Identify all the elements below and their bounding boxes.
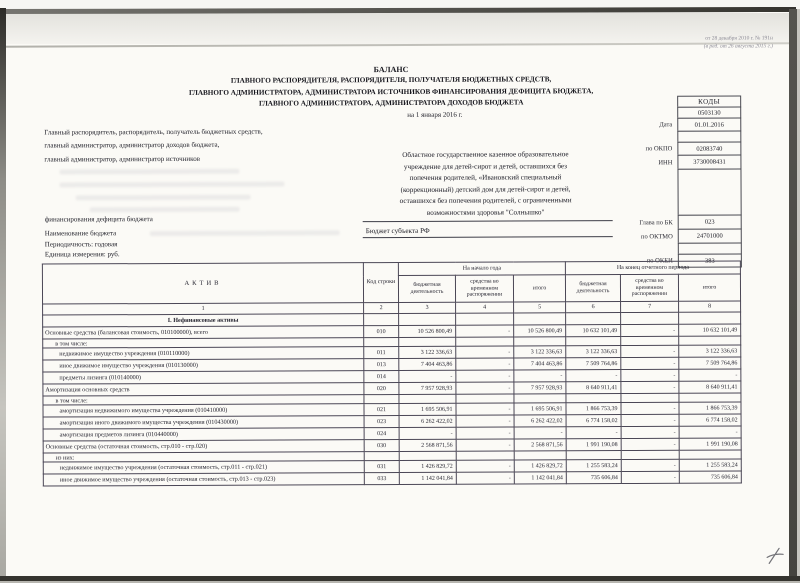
row-name: амортизация предметов лизинга (010440000) (43, 428, 364, 441)
col-number: 1 (43, 303, 364, 315)
codes-title-value: КОДЫ (698, 97, 721, 106)
title-block (41, 63, 741, 112)
row-value-6: 10 632 101,49 (566, 325, 621, 337)
row-value-3: 10 526 800,49 (399, 325, 456, 337)
col-header-end-0: бюджетная деятельность (565, 275, 620, 302)
form-subtitle-1: ГЛАВНОГО РАСПОРЯДИТЕЛЯ, РАСПОРЯДИТЕЛЯ, ПОЛУЧАТЕЛЯ БЮДЖЕТНЫХ СРЕДСТВ, (230, 75, 552, 85)
row-value-6: 1 991 190,08 (566, 439, 621, 451)
row-value-5 (514, 394, 566, 403)
date-code-value: 01.01.2016 (694, 121, 724, 129)
row-value-8: 3 122 336,63 (679, 345, 741, 357)
col-group-begin-year: На начало года (398, 262, 565, 276)
row-value-6: 6 774 158,02 (566, 415, 621, 427)
row-value-5 (514, 337, 566, 346)
row-code: 011 (364, 347, 399, 359)
institution-name-line: возможностями здоровья "Солнышко" (426, 208, 545, 217)
recipient-label-2: главный администратор, администратор доходов бюджета, (44, 140, 220, 150)
periodicity-label: Периодичность: годовая (44, 240, 118, 249)
recipient-label-1: Главный распорядитель, распорядитель, получатель бюджетных средств, (44, 127, 263, 137)
form-title: БАЛАНС (373, 64, 409, 75)
col-number: 5 (514, 302, 566, 313)
col-number: 7 (621, 301, 679, 312)
row-value-6: 7 509 764,86 (566, 358, 621, 370)
row-value-5: 2 568 871,56 (514, 439, 566, 451)
row-code (364, 338, 399, 347)
row-value-7: - (621, 345, 679, 357)
institution-name-line: оставшихся без попечения родителей, с ограниченными (399, 196, 572, 206)
oktmo-code-value: 24701000 (696, 232, 723, 240)
col-number: 8 (679, 301, 741, 312)
col-header-end-1: средства во временном распоряжении (620, 274, 678, 301)
row-value-8: 10 632 101,49 (679, 324, 741, 336)
institution-name-line: Областное государственное казенное образовательное (402, 150, 569, 159)
row-value-7: - (621, 426, 679, 438)
row-value-6 (566, 337, 621, 346)
row-value-8: 735 606,84 (679, 471, 741, 483)
row-value-5: 1 695 506,91 (514, 403, 566, 415)
institution-name-line: (коррекционный) детский дом для детей-сирот и детей, (400, 185, 571, 194)
row-value-3: 3 122 336,63 (399, 346, 456, 358)
inn-code-label: ИНН (658, 158, 673, 166)
row-value-8 (679, 393, 741, 402)
row-value-5: - (514, 370, 566, 382)
row-value-5 (514, 313, 566, 325)
row-code: 023 (364, 416, 399, 428)
okpo-code-label: по ОКПО (645, 145, 673, 153)
row-value-7 (621, 393, 679, 402)
regulation-line2: (в ред. от 26 августа 2015 г.) (703, 43, 773, 50)
row-value-4 (456, 394, 514, 403)
row-value-8: 8 640 911,41 (679, 381, 741, 393)
bk-code-label: Глава по БК (639, 218, 673, 226)
row-value-4: - (456, 415, 514, 427)
budget-name-underline (363, 236, 613, 238)
unit-label: Единица измерения: руб. (44, 250, 120, 259)
row-code: 033 (364, 473, 399, 485)
col-number: 3 (399, 302, 456, 313)
codes-box (639, 97, 742, 268)
row-name: амортизация недвижимого имущества учреждения (010410000) (43, 404, 364, 417)
row-name: недвижимое имущество учреждения (остаточная стоимость, стр.011 - стр.021) (43, 461, 364, 474)
row-value-4: - (456, 403, 514, 415)
institution-name-line: попечения родителей, «Ивановский специальный (409, 173, 562, 183)
row-value-8: - (679, 369, 741, 381)
row-value-3 (399, 313, 456, 325)
row-value-3: 7 404 463,86 (399, 358, 456, 370)
row-sublabel: из них: (43, 452, 364, 462)
bleed-through-mark (60, 182, 285, 188)
row-value-4: - (456, 427, 514, 439)
col-header-end-2: итого (678, 274, 740, 301)
row-value-3: 2 568 871,56 (399, 439, 456, 451)
row-value-5 (514, 451, 566, 460)
row-name: недвижимое имущество учреждения (010110000) (43, 347, 364, 360)
row-value-7: - (621, 324, 679, 336)
balance-table-wrap (42, 261, 741, 487)
row-value-3: 1 426 829,72 (399, 460, 456, 472)
oktmo-code-label: по ОКТМО (640, 232, 673, 240)
row-value-8 (679, 312, 741, 324)
row-code (364, 314, 399, 326)
row-code: 020 (364, 383, 399, 395)
row-code: 031 (364, 461, 399, 473)
row-value-8: 6 774 158,02 (679, 414, 741, 426)
form-code-value: 0503130 (697, 109, 721, 117)
row-value-7: - (621, 381, 679, 393)
inn-code-value: 3730008431 (693, 158, 726, 166)
row-value-4: - (456, 382, 514, 394)
row-value-4: - (456, 370, 514, 382)
institution-underline (363, 220, 613, 222)
row-value-3 (399, 337, 456, 346)
row-name: предметы лизинга (010140000) (43, 371, 364, 384)
row-value-8: 7 509 764,86 (679, 357, 741, 369)
row-value-8: 1 255 583,24 (679, 459, 741, 471)
row-code: 021 (364, 404, 399, 416)
row-code: 013 (364, 359, 399, 371)
row-value-6: 735 606,84 (566, 472, 621, 484)
col-header-begin-0: бюджетная деятельность (398, 275, 455, 302)
row-name: иное движимое имущество учреждения (010130000) (43, 359, 364, 372)
row-name: амортизация иного движимого имущества учреждения (010430000) (43, 416, 364, 429)
col-header-aktiv: АКТИВ (42, 263, 363, 304)
col-header-code: Код строки (363, 263, 398, 303)
balance-table (42, 261, 742, 487)
date-code-label: Дата (659, 121, 673, 129)
row-code: 010 (364, 326, 399, 338)
deficit-financing-label: финансирования дефицита бюджета (44, 215, 153, 224)
row-value-4 (456, 313, 514, 325)
row-value-3 (399, 394, 456, 403)
row-value-6: 3 122 336,63 (566, 346, 621, 358)
bleed-through-mark (59, 169, 239, 175)
row-value-7: - (621, 471, 679, 483)
handwritten-mark (764, 546, 788, 568)
row-value-7: - (621, 459, 679, 471)
table-row (43, 471, 741, 486)
row-sublabel: в том числе: (43, 338, 364, 348)
row-value-4 (456, 337, 514, 346)
row-value-4: - (456, 325, 514, 337)
col-group-end-period: На конец отчетного периода (565, 261, 740, 275)
row-value-6: - (566, 427, 621, 439)
row-value-6 (566, 451, 621, 460)
row-value-4: - (456, 346, 514, 358)
row-value-3: 1 142 041,84 (399, 472, 456, 484)
row-value-8: - (679, 426, 741, 438)
row-value-4: - (456, 358, 514, 370)
row-value-5: 3 122 336,63 (514, 346, 566, 358)
row-code (364, 452, 399, 461)
okpo-code-value: 02083740 (696, 145, 723, 153)
col-number: 4 (456, 302, 514, 313)
row-value-6: 8 640 911,41 (566, 382, 621, 394)
row-value-3: 7 957 928,93 (399, 382, 456, 394)
report-date: на 1 января 2016 г. (407, 110, 463, 119)
budget-name-value: Бюджет субъекта РФ (365, 226, 430, 236)
bleed-through-mark (90, 207, 240, 213)
row-value-6 (566, 394, 621, 403)
row-code (364, 395, 399, 404)
row-value-5: 7 957 928,93 (514, 382, 566, 394)
row-name: Основные средства (балансовая стоимость, 010100000), всего (43, 326, 364, 339)
row-value-3: - (399, 427, 456, 439)
row-value-8 (679, 336, 741, 345)
col-header-begin-2: итого (513, 275, 565, 302)
inn-code (658, 155, 741, 170)
row-value-7: - (621, 369, 679, 381)
budget-name-label: Наименование бюджета (44, 229, 117, 238)
row-name: Основные средства (остаточная стоимость, стр.010 - стр.020) (43, 440, 364, 453)
bleed-through-mark (76, 195, 251, 201)
row-value-3: - (399, 370, 456, 382)
form-subtitle-3: ГЛАВНОГО АДМИНИСТРАТОРА, АДМИНИСТРАТОРА ДОХОДОВ БЮДЖЕТА (258, 98, 524, 108)
row-value-7 (621, 336, 679, 345)
regulation-note (704, 34, 773, 50)
row-name: иное движимое имущество учреждения (остаточная стоимость, стр.013 - стр.023) (43, 473, 364, 486)
row-code: 030 (364, 440, 399, 452)
bk-code (639, 215, 742, 230)
row-value-5: 7 404 463,86 (514, 358, 566, 370)
section-title: I. Нефинансовые активы (43, 314, 364, 327)
row-sublabel: в том числе: (43, 395, 364, 405)
row-value-7: - (621, 414, 679, 426)
row-value-8: 1 866 753,39 (679, 402, 741, 414)
empty-cell (677, 169, 741, 216)
col-header-begin-1: средства во временном распоряжении (455, 275, 513, 302)
row-value-8: 1 991 190,08 (679, 438, 741, 450)
row-value-6: - (566, 370, 621, 382)
row-value-5: 10 526 800,49 (514, 325, 566, 337)
row-value-3: 1 695 506,91 (399, 403, 456, 415)
regulation-line1: от 28 декабря 2010 г. № 191н (705, 35, 773, 42)
row-code: 014 (364, 371, 399, 383)
form-subtitle-2: ГЛАВНОГО АДМИНИСТРАТОРА, АДМИНИСТРАТОРА ИСТОЧНИКОВ ФИНАНСИРОВАНИЯ ДЕФИЦИТА БЮДЖЕТА, (188, 86, 594, 97)
bk-code-value: 023 (704, 218, 715, 226)
institution-name (357, 149, 613, 220)
row-value-5: 1 142 041,84 (514, 472, 566, 484)
row-value-6: 1 866 753,39 (566, 403, 621, 415)
row-value-6: 1 255 583,24 (566, 460, 621, 472)
okei-code-value: 383 (704, 257, 715, 265)
row-value-6 (566, 313, 621, 325)
row-value-4 (456, 451, 514, 460)
row-value-3: 6 262 422,02 (399, 415, 456, 427)
row-value-5: 6 262 422,02 (514, 415, 566, 427)
institution-name-line: учреждение для детей-сирот и детей, оставшихся без (403, 161, 568, 171)
row-value-7: - (621, 402, 679, 414)
row-value-4: - (456, 472, 514, 484)
row-value-7: - (621, 357, 679, 369)
row-value-7 (621, 450, 679, 459)
row-value-7 (621, 312, 679, 324)
col-number: 6 (566, 302, 621, 313)
row-value-4: - (456, 460, 514, 472)
row-code: 024 (364, 428, 399, 440)
oktmo-code (640, 229, 742, 244)
row-value-4: - (456, 439, 514, 451)
recipient-label-3: главный администратор, администратор источников (44, 154, 201, 164)
okei-code-label: по ОКЕИ (646, 257, 673, 265)
col-number: 2 (364, 303, 399, 314)
bleed-through-mark (150, 230, 340, 236)
row-name: Амортизация основных средств (43, 383, 364, 396)
row-value-5: 1 426 829,72 (514, 460, 566, 472)
row-value-3 (399, 451, 456, 460)
row-value-7: - (621, 438, 679, 450)
row-value-8 (679, 450, 741, 459)
row-value-5: - (514, 427, 566, 439)
